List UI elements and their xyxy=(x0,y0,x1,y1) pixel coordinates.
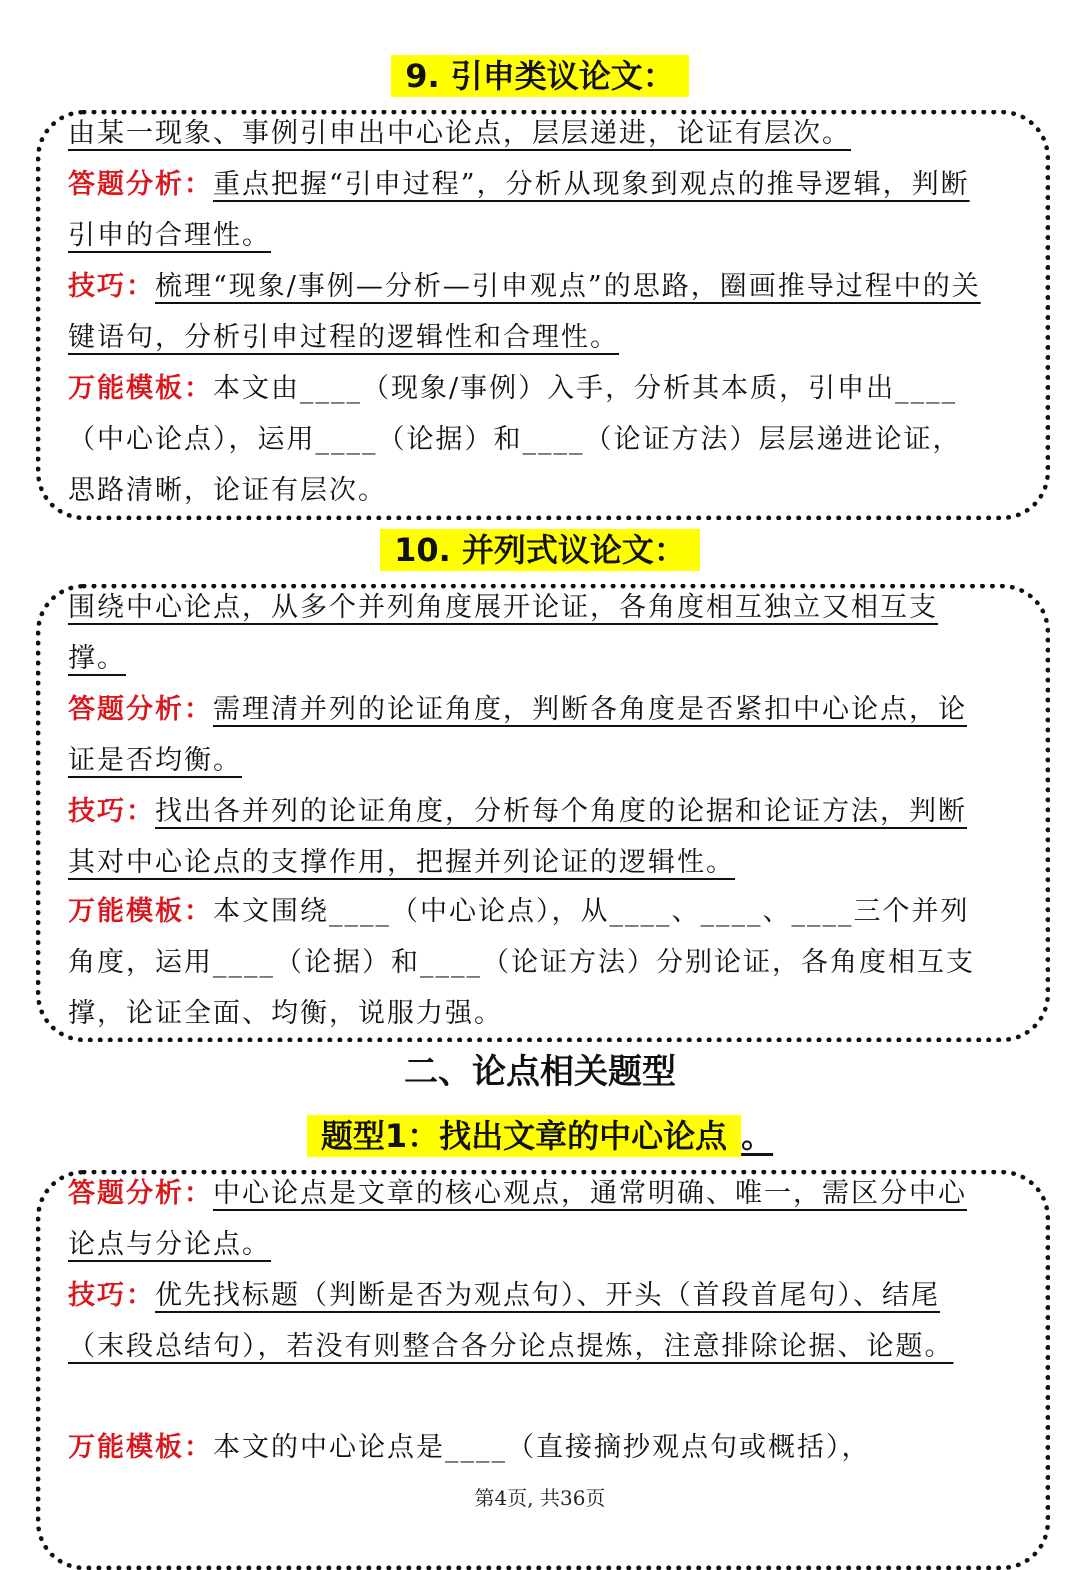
section-10-intro-text: 围绕中心论点，从多个并列角度展开论证，各角度相互独立又相互支撑。 xyxy=(68,592,938,674)
section-9-title-text: 9. 引申类议论文： xyxy=(391,55,689,97)
question-type-1-analysis-text: 中心论点是文章的核心观点，通常明确、唯一，需区分中心论点与分论点。 xyxy=(68,1178,967,1260)
section-10-template xyxy=(68,886,988,1039)
template-label: 万能模板： xyxy=(68,1432,213,1463)
question-type-1-title-text: 题型1：找出文章的中心论点 xyxy=(307,1115,741,1157)
section-9-template xyxy=(68,363,988,516)
question-type-1-template xyxy=(68,1422,988,1473)
section-2-title-text: 二、论点相关题型 xyxy=(404,1052,676,1092)
tip-label: 技巧： xyxy=(68,1280,155,1311)
analysis-label: 答题分析： xyxy=(68,169,213,200)
section-9-intro xyxy=(68,108,988,159)
section-10-template-text: 本文围绕____（中心论点），从____、____、____三个并列角度，运用____（论据）和____（论证方法）分别论证，各角度相互支撑，论证全面、均衡，说服力强。 xyxy=(68,896,975,1029)
section-10-title-text: 10. 并列式议论文： xyxy=(380,529,700,571)
question-type-1-template-text: 本文的中心论点是____（直接摘抄观点句或概括）， xyxy=(213,1432,871,1463)
analysis-label: 答题分析： xyxy=(68,1178,213,1209)
section-9-analysis-text: 重点把握“引申过程”，分析从现象到观点的推导逻辑，判断引申的合理性。 xyxy=(68,169,970,251)
section-9-title xyxy=(0,54,1080,98)
section-10-analysis-text: 需理清并列的论证角度，判断各角度是否紧扣中心论点，论证是否均衡。 xyxy=(68,694,967,776)
page-footer: 第4页, 共36页 xyxy=(474,1486,606,1510)
section-10-tip xyxy=(68,786,988,888)
analysis-label: 答题分析： xyxy=(68,694,213,725)
section-9-template-text: 本文由____（现象/事例）入手，分析其本质，引申出____（中心论点），运用____（论据）和____（论证方法）层层递进论证，思路清晰，论证有层次。 xyxy=(68,373,962,506)
question-type-1-tip xyxy=(68,1270,988,1372)
template-label: 万能模板： xyxy=(68,373,213,404)
section-2-title xyxy=(0,1050,1080,1094)
section-10-tip-text: 找出各并列的论证角度，分析每个角度的论据和论证方法，判断其对中心论点的支撑作用，把握并列论证的逻辑性。 xyxy=(68,796,967,878)
tip-label: 技巧： xyxy=(68,796,155,827)
section-9-intro-text: 由某一现象、事例引申出中心论点，层层递进，论证有层次。 xyxy=(68,118,851,149)
question-type-1-title-tail: 。 xyxy=(741,1117,774,1155)
question-type-1-title xyxy=(0,1114,1080,1158)
tip-label: 技巧： xyxy=(68,271,155,302)
section-10-analysis xyxy=(68,684,988,786)
section-9-tip-text: 梳理“现象/事例—分析—引申观点”的思路，圈画推导过程中的关键语句，分析引申过程的逻辑性和合理性。 xyxy=(68,271,981,353)
section-10-title xyxy=(0,528,1080,572)
section-10-intro xyxy=(68,582,988,684)
template-label: 万能模板： xyxy=(68,896,213,927)
question-type-1-tip-text: 优先找标题（判断是否为观点句）、开头（首段首尾句）、结尾（末段总结句），若没有则整合各分论点提炼，注意排除论据、论题。 xyxy=(68,1280,954,1362)
question-type-1-analysis xyxy=(68,1168,988,1270)
section-9-analysis xyxy=(68,159,988,261)
section-9-tip xyxy=(68,261,988,363)
